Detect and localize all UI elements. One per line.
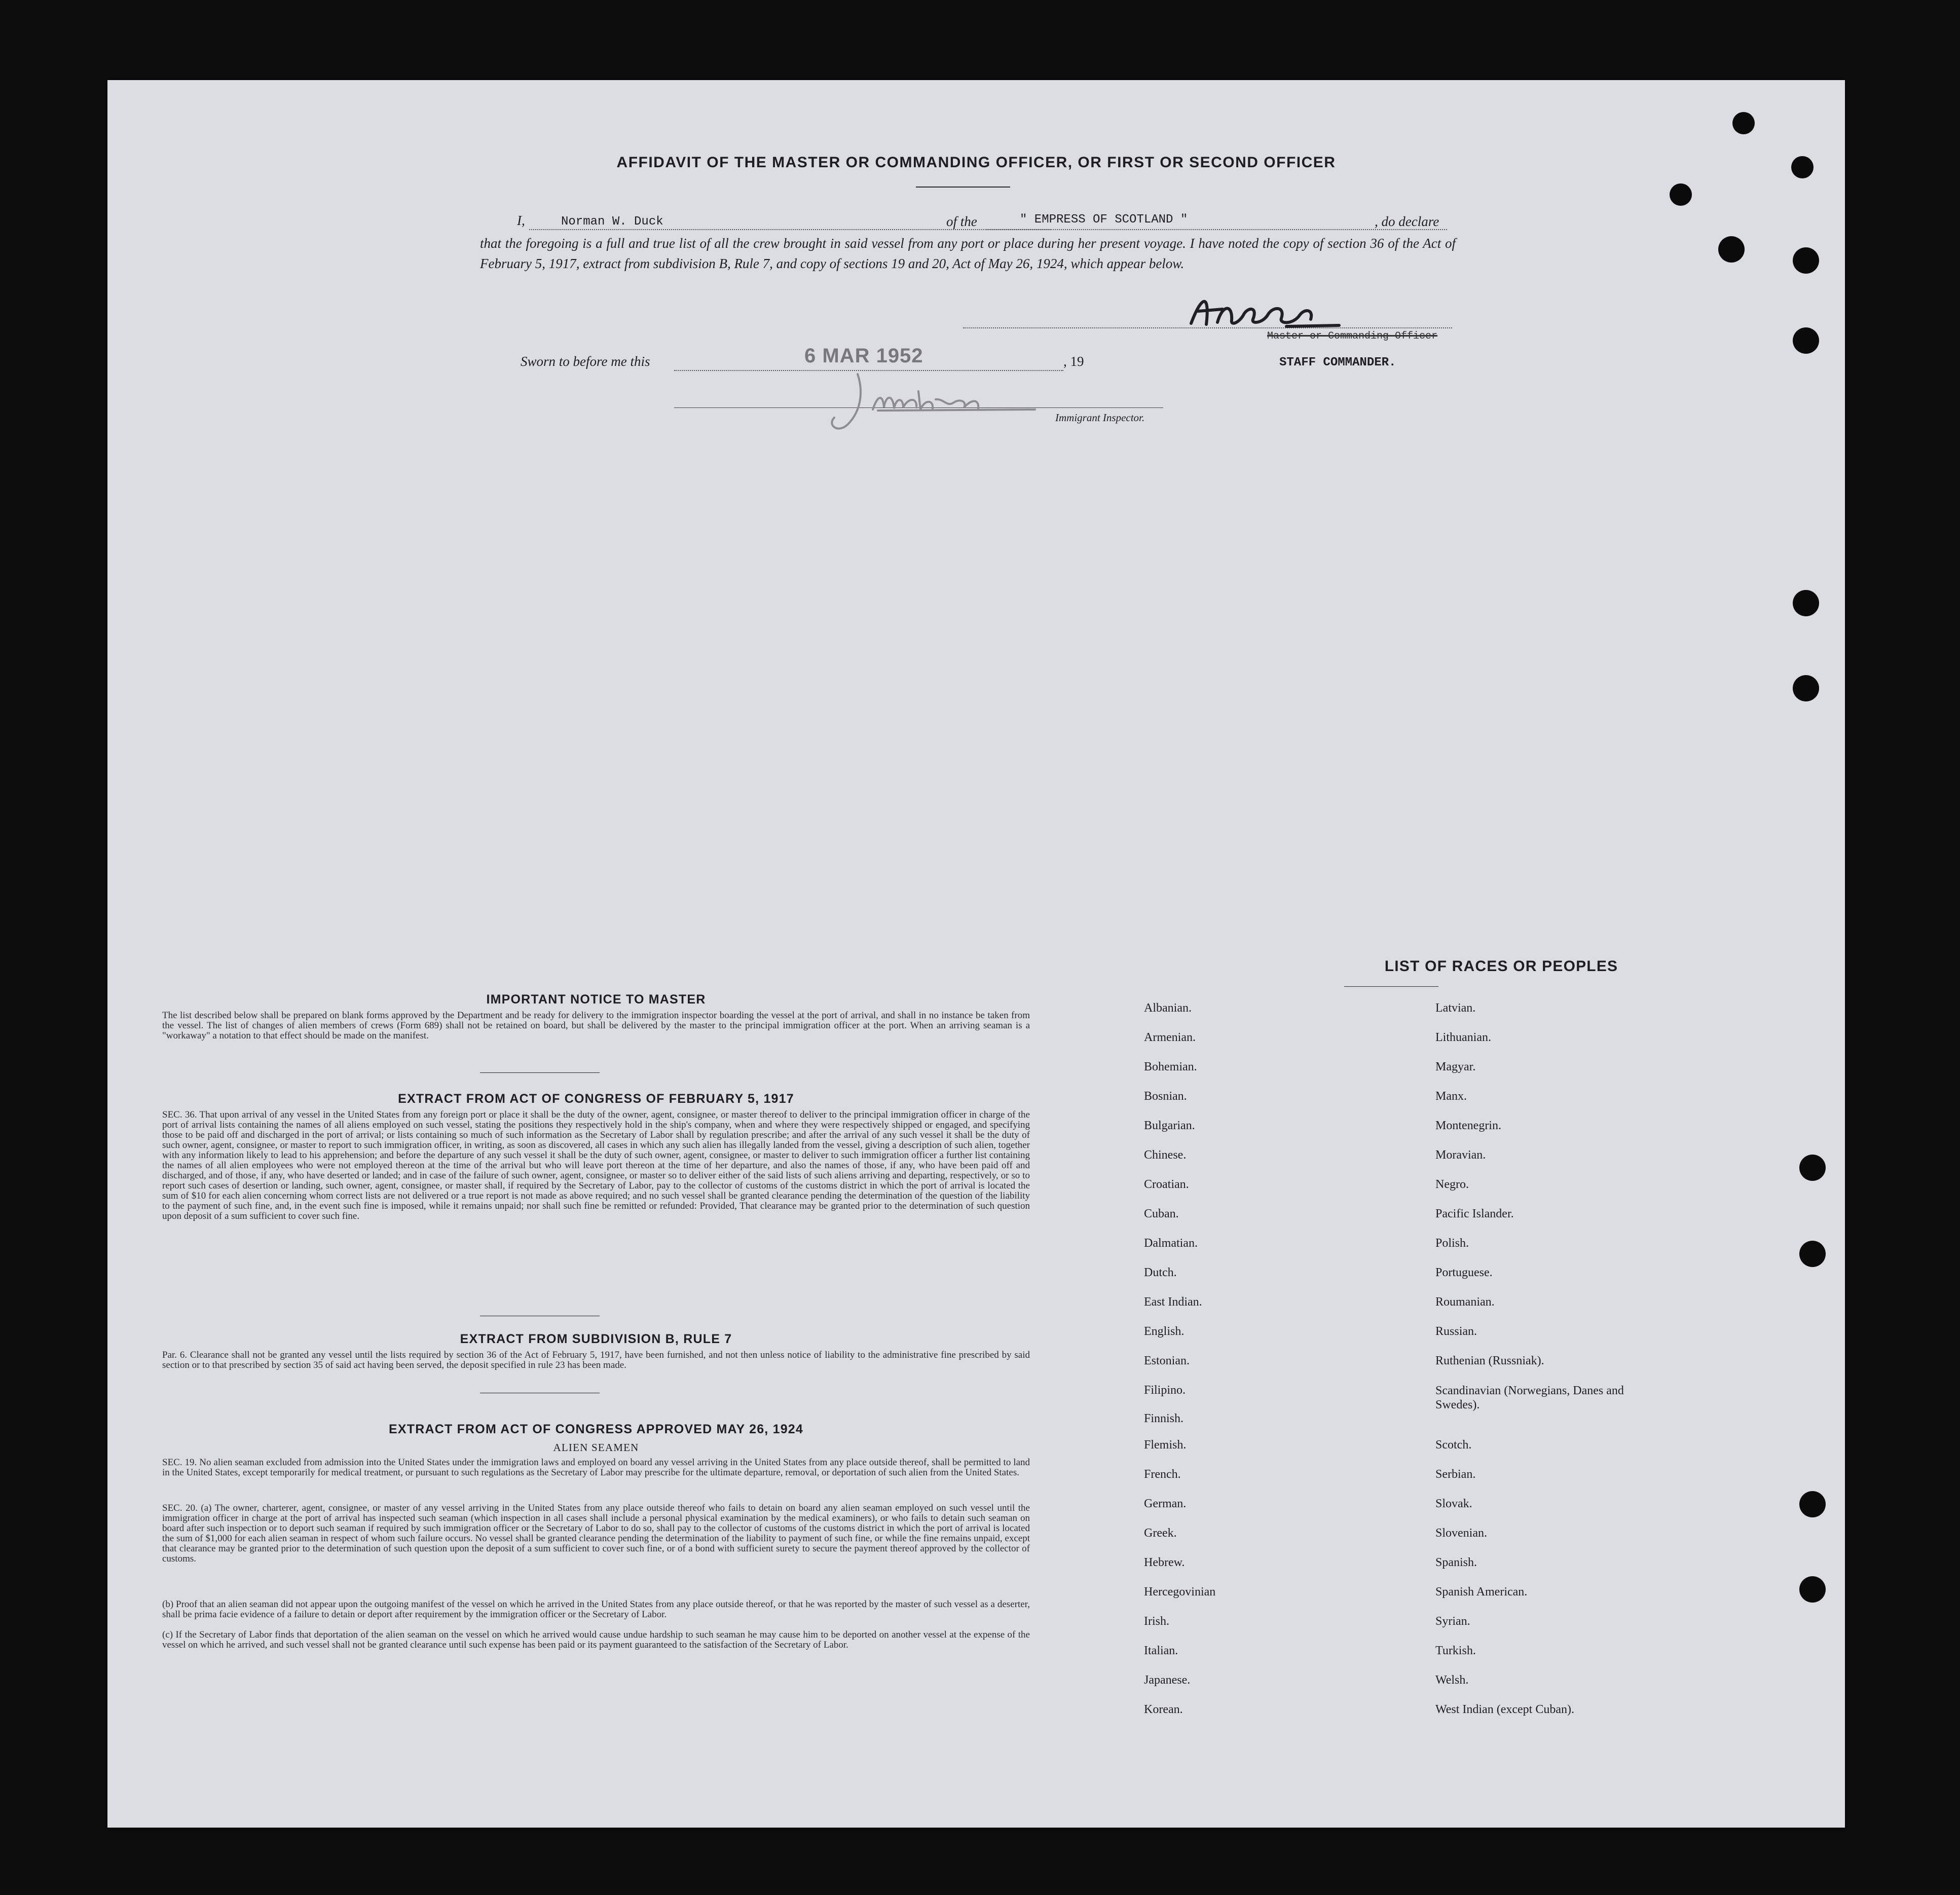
master-signature [1187, 289, 1344, 332]
race-item: Moravian. [1435, 1148, 1486, 1162]
notice-text: The list described below shall be prepared on blank forms approved by the Department and be ready for delivery to the immigration inspector boarding the vessel at the port of arrival, and shall in no instance be taken from the vessel. The list of changes of alien members of crews (Form 689) shall not be retained on board, but shall be delivered by the master to the principal immigration officer at the port. When an arriving seaman is a "workaway" a notation to that effect should be made on the manifest. [162, 1010, 1030, 1041]
race-item: Ruthenian (Russniak). [1435, 1354, 1544, 1367]
year-prefix: , 19 [1063, 354, 1084, 369]
race-item: Bulgarian. [1144, 1119, 1195, 1132]
races-title: LIST OF RACES OR PEOPLES [1384, 958, 1618, 975]
race-item: Hebrew. [1144, 1556, 1185, 1569]
race-item: Spanish. [1435, 1556, 1477, 1569]
extract-1917-text: SEC. 36. That upon arrival of any vessel in the United States from any foreign port or place it shall be the duty of the owner, agent, consignee, or master thereof to deliver to the principal immigration officer in charge of the port of arrival lists containing the names of all aliens employed on such vessel, stating the positions they respectively hold in the ship's company, when and where they were respectively shipped or engaged, and specifying those to be paid off and discharged in the port of arrival; or lists containing so much of such information as the Secretary of Labor shall by regulation prescribe; and after the arrival of any such vessel it shall be the duty of such owner, agent, consignee, or master to report to such immigration officer, in writing, as soon as discovered, all cases in which any such alien has illegally landed from the vessel, giving a description of such alien, together with any information likely to lead to his apprehension; and before the departure of any such vessel it shall be the duty of such owner, agent, consignee, or master to deliver to such immigration officer a further list containing the names of all alien employees who were not employed thereon at the time of the arrival but who will leave port thereon at the time of her departure, and also the names of those, if any, who have been paid off and discharged, and of those, if any, who have deserted or landed; and in case of the failure of such owner, agent, consignee, or master so to deliver either of the said lists of such aliens arriving and departing, respectively, or so to report such cases of desertion or landing, such owner, agent, consignee, or master shall, if required by the Secretary of Labor, pay to the collector of customs of the customs district in which the port of arrival is located the sum of $10 for each alien concerning whom correct lists are not delivered or a true report is not made as above required; and no such vessel shall be granted clearance pending the determination of the question of the liability to the payment of such fine, and, in the event such fine is imposed, while it remains unpaid; nor shall such fine be remitted or refunded: Provided, That clearance may be granted prior to the determination of such question upon deposit of a sum sufficient to cover such fine. [162, 1109, 1030, 1221]
race-item: Scotch. [1435, 1438, 1472, 1452]
race-item: Italian. [1144, 1644, 1178, 1657]
race-item: Armenian. [1144, 1031, 1196, 1044]
document-sheet [107, 80, 1845, 1828]
extract-1917-title: EXTRACT FROM ACT OF CONGRESS OF FEBRUARY 5, 1917 [398, 1092, 794, 1106]
race-item: Latvian. [1435, 1001, 1476, 1015]
signer-title: STAFF COMMANDER. [1279, 356, 1396, 369]
sworn-label: Sworn to before me this [521, 354, 650, 369]
race-item: Cuban. [1144, 1207, 1179, 1220]
punch-hole [1732, 112, 1755, 134]
inspector-signature [827, 369, 1040, 435]
race-item: Dalmatian. [1144, 1237, 1198, 1250]
declarant-name: Norman W. Duck [561, 215, 663, 229]
race-item: West Indian (except Cuban). [1435, 1703, 1574, 1716]
race-item: Magyar. [1435, 1060, 1476, 1073]
sec20a-text: SEC. 20. (a) The owner, charterer, agent, consignee, or master of any vessel arriving in the United States from any place outside thereof who fails to detain on board any alien seaman employed on such vessel until the immigration officer in charge at the port of arrival has inspected such seaman (which inspection in all cases shall include a personal physical examination by the medical examiners), or who fails to detain such seaman on board after such inspection or to deport such seaman if required by such immigration officer or the Secretary of Labor to do so, shall pay to the collector of customs of the customs district in which the port of arrival is located the sum of $1,000 for each alien seaman in respect of whom such failure occurs. No vessel shall be granted clearance pending the determination of the liability to payment of such fine, or while the fine remains unpaid, except that clearance may be granted prior to the determination of such question upon the deposit of a sum sufficient to cover such fine, or of a bond with sufficient surety to secure the payment thereof approved by the collector of customs. [162, 1503, 1030, 1564]
race-item: Japanese. [1144, 1674, 1191, 1687]
race-item: French. [1144, 1468, 1181, 1481]
race-item: German. [1144, 1497, 1187, 1510]
race-item: Welsh. [1435, 1674, 1469, 1687]
sec20b-text: (b) Proof that an alien seaman did not appear upon the outgoing manifest of the vessel on which he arrived in the United States from any place outside thereof, or that he was reported by the master of such vessel as a deserter, shall be prima facie evidence of a failure to detain or deport after requirement by the immigration officer or the Secretary of Labor. [162, 1599, 1030, 1620]
affidavit-title: AFFIDAVIT OF THE MASTER OR COMMANDING OFFICER, OR FIRST OR SECOND OFFICER [616, 154, 1336, 171]
race-item: Chinese. [1144, 1148, 1187, 1162]
race-item: Dutch. [1144, 1266, 1177, 1279]
punch-hole [1799, 1491, 1826, 1517]
punch-hole [1799, 1155, 1826, 1181]
race-item: Bohemian. [1144, 1060, 1197, 1073]
punch-hole [1793, 327, 1819, 354]
race-item: Russian. [1435, 1325, 1477, 1338]
title-divider [916, 187, 1010, 188]
affidavit-body: that the foregoing is a full and true list of all the crew brought in said vessel from any port or place during her present voyage. I have noted the copy of section 36 of the Act of February 5, 1917, extract from subdivision B, Rule 7, and copy of sections 19 and 20, Act of May 26, 1924, which appear below. [480, 236, 1456, 271]
rule7-title: EXTRACT FROM SUBDIVISION B, RULE 7 [460, 1332, 732, 1346]
race-item: English. [1144, 1325, 1185, 1338]
of-the-label: of the [946, 214, 977, 229]
race-item: Scandinavian (Norwegians, Danes and Swedes). [1435, 1384, 1624, 1411]
race-item: Flemish. [1144, 1438, 1187, 1452]
race-item: Polish. [1435, 1237, 1469, 1250]
race-item: Serbian. [1435, 1468, 1476, 1481]
race-item: Manx. [1435, 1090, 1467, 1103]
race-item: Spanish American. [1435, 1585, 1528, 1599]
punch-hole [1799, 1241, 1826, 1267]
punch-hole [1718, 236, 1745, 263]
date-stamp: 6 MAR 1952 [804, 345, 923, 367]
sec19-text: SEC. 19. No alien seaman excluded from admission into the United States under the immigration laws and employed on board any vessel arriving in the United States from any place outside thereof, shall be permitted to land in the United States, except temporarily for medical treatment, or pursuant to such regulations as the Secretary of Labor may prescribe for the ultimate departure, removal, or deportation of such alien from the United States. [162, 1457, 1030, 1478]
race-item: Finnish. [1144, 1412, 1184, 1425]
punch-hole [1670, 183, 1692, 206]
race-item: Syrian. [1435, 1615, 1470, 1628]
race-item: Roumanian. [1435, 1295, 1495, 1309]
race-item: Slovak. [1435, 1497, 1472, 1510]
struck-title: Master or Commanding Officer [1267, 330, 1438, 342]
race-item: Lithuanian. [1435, 1031, 1491, 1044]
race-item: Turkish. [1435, 1644, 1476, 1657]
rule7-text: Par. 6. Clearance shall not be granted any vessel until the lists required by section 36 of the Act of February 5, 1917, have been furnished, and not then unless notice of liability to the administrative fine prescribed by said section or to that prescribed by section 35 of said act having been served, the deposit specified in rule 23 has been made. [162, 1350, 1030, 1370]
punch-hole [1799, 1576, 1826, 1603]
race-item: Portuguese. [1435, 1266, 1493, 1279]
race-item: Hercegovinian [1144, 1585, 1216, 1599]
alien-seamen-subtitle: ALIEN SEAMEN [553, 1441, 639, 1454]
race-item: Filipino. [1144, 1384, 1186, 1397]
inspector-label: Immigrant Inspector. [1055, 412, 1145, 424]
race-item: Greek. [1144, 1527, 1177, 1540]
do-declare-label: , do declare [1375, 214, 1439, 229]
punch-hole [1793, 590, 1819, 616]
race-item: Negro. [1435, 1178, 1469, 1191]
races-divider [1344, 986, 1438, 987]
notice-divider [480, 1072, 600, 1073]
punch-hole [1793, 247, 1819, 274]
race-item: Estonian. [1144, 1354, 1190, 1367]
sec20c-text: (c) If the Secretary of Labor finds that deportation of the alien seaman on the vessel on which he arrived would cause undue hardship to such seaman he may cause him to be deported on another vessel at the expense of the vessel on which he arrived, and such vessel shall not be granted clearance until such expense has been paid or its payment guaranteed to the satisfaction of the Secretary of Labor. [162, 1629, 1030, 1650]
notice-title: IMPORTANT NOTICE TO MASTER [486, 992, 706, 1007]
vessel-name: " EMPRESS OF SCOTLAND " [1020, 213, 1188, 227]
race-item: Bosnian. [1144, 1090, 1187, 1103]
race-item: Montenegrin. [1435, 1119, 1501, 1132]
race-item: Korean. [1144, 1703, 1183, 1716]
race-item: Slovenian. [1435, 1527, 1487, 1540]
race-item: East Indian. [1144, 1295, 1202, 1309]
punch-hole [1793, 675, 1819, 701]
race-item: Croatian. [1144, 1178, 1189, 1191]
race-item: Irish. [1144, 1615, 1169, 1628]
extract-1924-title: EXTRACT FROM ACT OF CONGRESS APPROVED MAY 26, 1924 [388, 1422, 804, 1436]
race-item: Albanian. [1144, 1001, 1192, 1015]
race-item: Pacific Islander. [1435, 1207, 1514, 1220]
i-prefix: I, [517, 213, 525, 228]
